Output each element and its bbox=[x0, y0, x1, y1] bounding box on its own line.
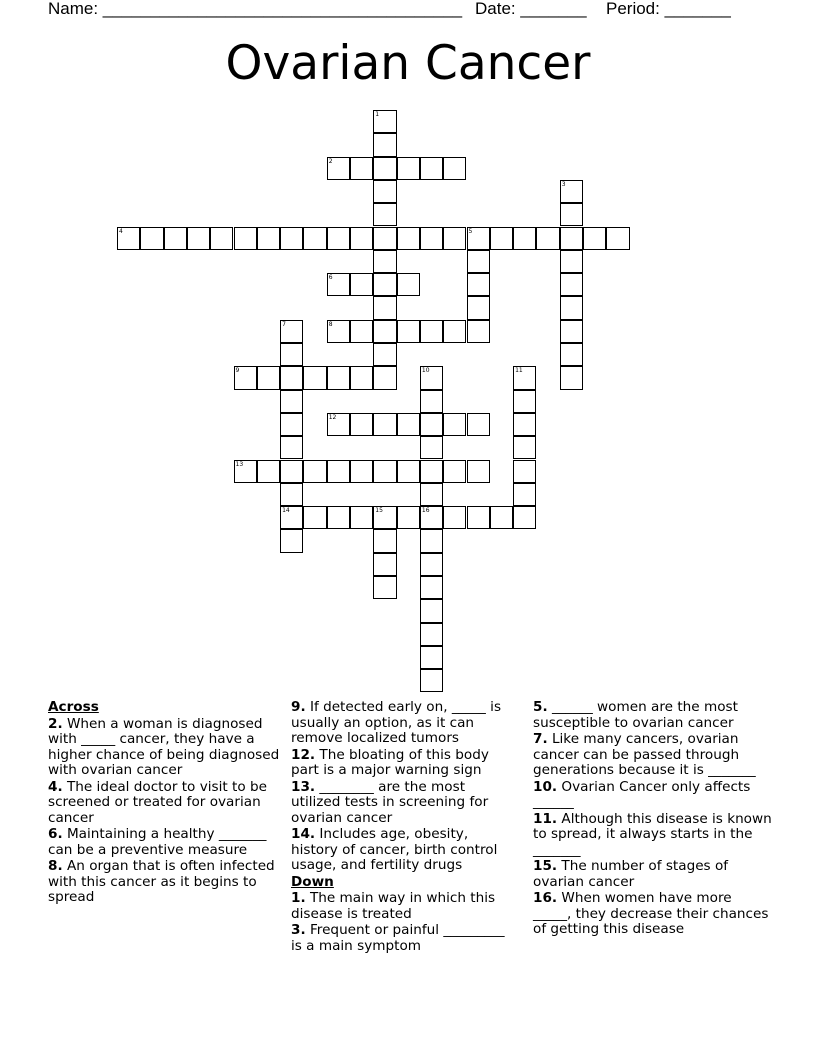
grid-cell[interactable] bbox=[420, 599, 443, 622]
grid-cell[interactable] bbox=[420, 413, 443, 436]
grid-cell[interactable] bbox=[467, 296, 490, 319]
grid-cell[interactable] bbox=[420, 483, 443, 506]
grid-cell[interactable] bbox=[280, 227, 303, 250]
grid-cell[interactable] bbox=[443, 320, 466, 343]
grid-cell[interactable] bbox=[513, 390, 536, 413]
grid-cell[interactable] bbox=[420, 623, 443, 646]
grid-cell[interactable] bbox=[257, 366, 280, 389]
grid-cell[interactable] bbox=[373, 529, 396, 552]
grid-cell[interactable] bbox=[397, 157, 420, 180]
across-clue: 13. ________ are the most utilized tests in screening for ovarian cancer bbox=[291, 778, 489, 826]
grid-cell[interactable] bbox=[303, 366, 326, 389]
grid-cell[interactable] bbox=[373, 553, 396, 576]
grid-cell[interactable] bbox=[467, 413, 490, 436]
grid-cell[interactable] bbox=[140, 227, 163, 250]
grid-cell[interactable] bbox=[513, 460, 536, 483]
grid-cell[interactable] bbox=[373, 460, 396, 483]
grid-cell[interactable] bbox=[560, 366, 583, 389]
clue-number: 12 bbox=[328, 413, 337, 421]
grid-cell[interactable] bbox=[397, 227, 420, 250]
clue-number: 14 bbox=[282, 507, 290, 515]
clue-number: 4 bbox=[119, 227, 123, 235]
down-clue: 15. The number of stages of ovarian cancer bbox=[533, 858, 729, 890]
grid-cell[interactable] bbox=[327, 366, 350, 389]
grid-cell[interactable] bbox=[350, 460, 373, 483]
grid-cell[interactable] bbox=[257, 460, 280, 483]
grid-cell[interactable] bbox=[560, 273, 583, 296]
grid-cell[interactable] bbox=[467, 273, 490, 296]
grid-cell[interactable] bbox=[373, 250, 396, 273]
grid-cell[interactable] bbox=[397, 320, 420, 343]
grid-cell[interactable] bbox=[280, 366, 303, 389]
grid-cell[interactable] bbox=[280, 320, 303, 343]
grid-cell[interactable] bbox=[420, 506, 443, 529]
grid-cell[interactable] bbox=[513, 413, 536, 436]
period-field[interactable]: Period: _______ bbox=[606, 0, 731, 18]
grid-cell[interactable] bbox=[234, 460, 257, 483]
grid-cell[interactable] bbox=[373, 110, 396, 133]
name-field[interactable]: Name: ______________________________________ bbox=[48, 0, 463, 18]
grid-cell[interactable] bbox=[443, 460, 466, 483]
grid-cell[interactable] bbox=[373, 227, 396, 250]
grid-cell[interactable] bbox=[327, 227, 350, 250]
down-clue: 5. ______ women are the most susceptible to ovarian cancer bbox=[533, 699, 738, 731]
clue-number: 11 bbox=[515, 367, 523, 375]
grid-cell[interactable] bbox=[373, 366, 396, 389]
grid-cell[interactable] bbox=[350, 320, 373, 343]
clue-column-1 bbox=[48, 700, 284, 907]
clue-number: 13 bbox=[235, 460, 244, 468]
grid-cell[interactable] bbox=[397, 460, 420, 483]
grid-cell[interactable] bbox=[420, 646, 443, 669]
across-clue: 14. Includes age, obesity, history of cancer, birth control usage, and fertility drugs bbox=[291, 826, 498, 873]
grid-cell[interactable] bbox=[373, 203, 396, 226]
grid-cell[interactable] bbox=[373, 343, 396, 366]
grid-cell[interactable] bbox=[373, 296, 396, 319]
grid-cell[interactable] bbox=[420, 460, 443, 483]
clue-number: 8 bbox=[328, 320, 333, 328]
grid-cell[interactable] bbox=[350, 413, 373, 436]
grid-cell[interactable] bbox=[513, 483, 536, 506]
grid-cell[interactable] bbox=[443, 157, 466, 180]
grid-cell[interactable] bbox=[420, 553, 443, 576]
grid-cell[interactable] bbox=[397, 413, 420, 436]
grid-cell[interactable] bbox=[420, 576, 443, 599]
grid-cell[interactable] bbox=[350, 366, 373, 389]
grid-cell[interactable] bbox=[327, 157, 350, 180]
grid-cell[interactable] bbox=[373, 133, 396, 156]
grid-cell[interactable] bbox=[280, 529, 303, 552]
grid-cell[interactable] bbox=[443, 506, 466, 529]
clue-number: 7 bbox=[282, 320, 286, 328]
down-clue: 3. Frequent or painful _________ is a main symptom bbox=[291, 922, 505, 954]
clue-number: 2 bbox=[328, 157, 333, 165]
grid-cell[interactable] bbox=[234, 227, 257, 250]
grid-cell[interactable] bbox=[350, 227, 373, 250]
clue-number: 15 bbox=[375, 507, 383, 515]
grid-cell[interactable] bbox=[373, 273, 396, 296]
grid-cell[interactable] bbox=[327, 320, 350, 343]
across-clue: 4. The ideal doctor to visit to be screened or treated for ovarian cancer bbox=[48, 778, 267, 826]
across-clue: 12. The bloating of this body part is a major warning sign bbox=[291, 746, 489, 778]
grid-cell[interactable] bbox=[280, 483, 303, 506]
grid-cell[interactable] bbox=[303, 506, 326, 529]
clue-number: 5 bbox=[468, 227, 473, 235]
across-clue: 9. If detected early on, _____ is usually an option, as it can remove localized tumors bbox=[291, 699, 502, 746]
grid-cell[interactable] bbox=[350, 506, 373, 529]
grid-cell[interactable] bbox=[560, 180, 583, 203]
down-heading: Down bbox=[291, 873, 334, 890]
clue-number: 16 bbox=[421, 507, 430, 515]
grid-cell[interactable] bbox=[560, 296, 583, 319]
grid-cell[interactable] bbox=[513, 506, 536, 529]
grid-cell[interactable] bbox=[397, 506, 420, 529]
grid-cell[interactable] bbox=[420, 436, 443, 459]
grid-cell[interactable] bbox=[327, 460, 350, 483]
down-clue: 1. The main way in which this disease is treated bbox=[291, 890, 496, 922]
grid-cell[interactable] bbox=[397, 273, 420, 296]
grid-cell[interactable] bbox=[420, 669, 443, 692]
down-clue: 16. When women have more _____, they decrease their chances of getting this disease bbox=[533, 890, 769, 937]
grid-cell[interactable] bbox=[373, 180, 396, 203]
grid-cell[interactable] bbox=[187, 227, 210, 250]
grid-cell[interactable] bbox=[420, 320, 443, 343]
grid-cell[interactable] bbox=[327, 506, 350, 529]
grid-cell[interactable] bbox=[280, 343, 303, 366]
grid-cell[interactable] bbox=[350, 157, 373, 180]
grid-cell[interactable] bbox=[560, 343, 583, 366]
clue-number: 3 bbox=[561, 180, 566, 188]
puzzle-title: Ovarian Cancer bbox=[225, 36, 591, 91]
clue-number: 10 bbox=[421, 367, 430, 375]
grid-cell[interactable] bbox=[327, 273, 350, 296]
grid-cell[interactable] bbox=[373, 576, 396, 599]
grid-cell[interactable] bbox=[280, 506, 303, 529]
grid-cell[interactable] bbox=[420, 366, 443, 389]
grid-cell[interactable] bbox=[280, 436, 303, 459]
grid-cell[interactable] bbox=[420, 529, 443, 552]
grid-cell[interactable] bbox=[210, 227, 233, 250]
date-field[interactable]: Date: _______ bbox=[475, 0, 587, 18]
grid-cell[interactable] bbox=[420, 157, 443, 180]
grid-cell[interactable] bbox=[117, 227, 140, 250]
grid-cell[interactable] bbox=[280, 390, 303, 413]
grid-cell[interactable] bbox=[513, 436, 536, 459]
grid-cell[interactable] bbox=[164, 227, 187, 250]
grid-cell[interactable] bbox=[420, 227, 443, 250]
clue-column-3 bbox=[533, 700, 773, 939]
grid-cell[interactable] bbox=[490, 506, 513, 529]
grid-cell[interactable] bbox=[560, 203, 583, 226]
grid-cell[interactable] bbox=[467, 227, 490, 250]
down-clue: 11. Although this disease is known to spread, it always starts in the _______ bbox=[533, 810, 772, 858]
grid-cell[interactable] bbox=[303, 227, 326, 250]
grid-cell[interactable] bbox=[467, 506, 490, 529]
grid-cell[interactable] bbox=[280, 413, 303, 436]
grid-cell[interactable] bbox=[467, 320, 490, 343]
grid-cell[interactable] bbox=[536, 227, 559, 250]
grid-cell[interactable] bbox=[420, 390, 443, 413]
clue-number: 6 bbox=[328, 274, 333, 282]
grid-cell[interactable] bbox=[583, 227, 606, 250]
grid-cell[interactable] bbox=[373, 157, 396, 180]
across-clue: 8. An organ that is often infected with this cancer as it begins to spread bbox=[48, 858, 275, 905]
grid-cell[interactable] bbox=[490, 227, 513, 250]
grid-cell[interactable] bbox=[303, 460, 326, 483]
grid-cell[interactable] bbox=[257, 227, 280, 250]
across-clue: 2. When a woman is diagnosed with _____ cancer, they have a higher chance of being diagnosed with ovarian cancer bbox=[48, 715, 280, 778]
down-clue: 10. Ovarian Cancer only affects ______ bbox=[533, 778, 751, 810]
grid-cell[interactable] bbox=[443, 413, 466, 436]
grid-cell[interactable] bbox=[350, 273, 373, 296]
across-heading: Across bbox=[48, 699, 99, 715]
grid-cell[interactable] bbox=[443, 227, 466, 250]
down-clue: 7. Like many cancers, ovarian cancer can be passed through generations because it is _______ bbox=[533, 731, 756, 778]
grid-cell[interactable] bbox=[280, 460, 303, 483]
grid-cell[interactable] bbox=[467, 460, 490, 483]
grid-cell[interactable] bbox=[560, 320, 583, 343]
grid-cell[interactable] bbox=[327, 413, 350, 436]
clue-number: 1 bbox=[375, 111, 380, 118]
clue-number: 9 bbox=[235, 367, 240, 375]
grid-cell[interactable] bbox=[513, 227, 536, 250]
grid-cell[interactable] bbox=[373, 320, 396, 343]
grid-cell[interactable] bbox=[560, 227, 583, 250]
grid-cell[interactable] bbox=[560, 250, 583, 273]
grid-cell[interactable] bbox=[373, 506, 396, 529]
grid-cell[interactable] bbox=[606, 227, 629, 250]
clue-column-2 bbox=[291, 700, 517, 955]
across-clue: 6. Maintaining a healthy _______ can be a preventive measure bbox=[48, 826, 267, 858]
grid-cell[interactable] bbox=[234, 366, 257, 389]
grid-cell[interactable] bbox=[467, 250, 490, 273]
grid-cell[interactable] bbox=[513, 366, 536, 389]
grid-cell[interactable] bbox=[373, 413, 396, 436]
